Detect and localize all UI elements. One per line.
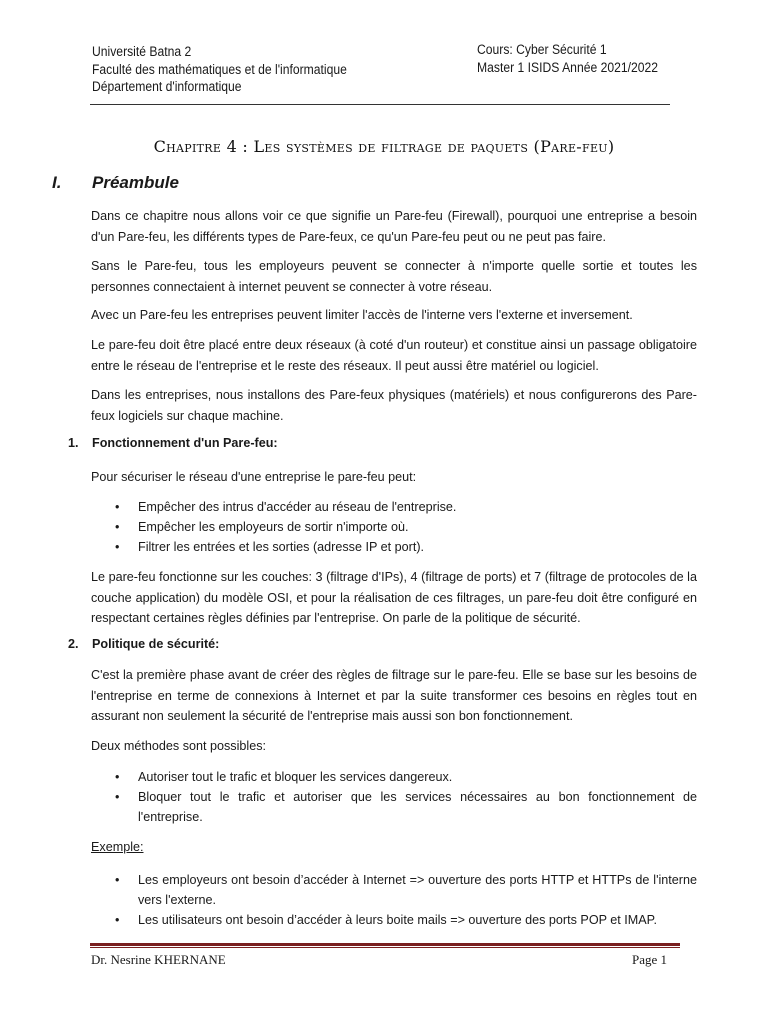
list-item: • Les utilisateurs ont besoin d’accéder à leurs boite mails => ouverture des ports POP et IMAP. (91, 910, 697, 930)
faculty-name: Faculté des mathématiques et de l'informatique (92, 61, 347, 77)
course-name: Cours: Cyber Sécurité 1 (477, 42, 607, 57)
intro-paragraph: Le pare-feu doit être placé entre deux réseaux (à coté d'un routeur) et constitue ainsi un passage obligatoire entre le réseau de l'entreprise et le reste des réseaux. Il peut aussi être matériel ou logiciel. (91, 338, 697, 373)
subsection-paragraph: C'est la première phase avant de créer des règles de filtrage sur le pare-feu. Elle se base sur les besoins de l'entreprise en terme de connexions à Internet et par la suite transformer ces besoins en règles tout en assurant non seulement la sécurité de l'entreprise mais aussi son bon fonctionnement. (91, 668, 697, 723)
footer-author: Dr. Nesrine KHERNANE (91, 952, 226, 967)
example-list (91, 870, 697, 930)
intro-paragraph: Sans le Pare-feu, tous les employeurs peuvent se connecter à n'importe quelle sortie et toutes les personnes connectaient à internet peuvent se connecter à votre réseau. (91, 259, 697, 294)
intro-paragraph: Dans les entreprises, nous installons des Pare-feux physiques (matériels) et nous configurerons des Pare-feux logiciels sur chaque machine. (91, 388, 697, 423)
list-item: • Les employeurs ont besoin d’accéder à Internet => ouverture des ports HTTP et HTTPs de l'interne vers l'externe. (91, 870, 697, 910)
subsection-paragraph: Le pare-feu fonctionne sur les couches: 3 (filtrage d'IPs), 4 (filtrage de ports) et 7 (filtrage de protocoles de la couche application) du modèle OSI, et pour la réalisation de ces filtrages, un pare-feu doit être configuré en respectant certaines règles définies par l'entreprise. On parle de la politique de sécurité. (91, 570, 697, 625)
section-number: I. (52, 173, 62, 192)
subsection-number: 2. (68, 637, 79, 651)
bullet-icon: • (115, 770, 120, 784)
intro-paragraph: Dans ce chapitre nous allons voir ce que signifie un Pare-feu (Firewall), pourquoi une entreprise a besoin d'un Pare-feu, les différents types de Pare-feux, ce qu'un Pare-feu peut ou ne peut pas faire. (91, 209, 697, 244)
intro-paragraph: Avec un Pare-feu les entreprises peuvent limiter l'accès de l'interne vers l'externe et inversement. (91, 308, 633, 322)
list-item: • Bloquer tout le trafic et autoriser que les services nécessaires au bon fonctionnement de l'entreprise. (91, 787, 697, 827)
subsection-title: Politique de sécurité: (92, 637, 220, 651)
bullet-icon: • (115, 500, 120, 514)
university-name: Université Batna 2 (92, 44, 192, 59)
chapter-title: Chapitre 4 : Les systèmes de filtrage de paquets (Pare-feu) (153, 137, 615, 156)
bullet-icon: • (115, 540, 120, 554)
header-rule (90, 104, 670, 105)
bullet-list (91, 767, 697, 827)
section-title: Préambule (92, 173, 179, 192)
list-item: • Empêcher les employeurs de sortir n'importe où. (91, 517, 697, 537)
subsection-lead: Deux méthodes sont possibles: (91, 739, 267, 753)
subsection-number: 1. (68, 436, 79, 450)
list-item: • Filtrer les entrées et les sorties (adresse IP et port). (91, 537, 697, 557)
example-label: Exemple: (91, 840, 144, 854)
subsection-title: Fonctionnement d'un Pare-feu: (92, 436, 278, 450)
footer-rule-thin (90, 947, 680, 948)
bullet-icon: • (115, 790, 120, 804)
bullet-icon: • (115, 873, 120, 887)
header-course (477, 41, 658, 77)
list-item: • Autoriser tout le trafic et bloquer les services dangereux. (91, 767, 697, 787)
bullet-list (91, 497, 697, 557)
subsection-lead: Pour sécuriser le réseau d'une entreprise le pare-feu peut: (91, 470, 417, 484)
header-institution (92, 43, 347, 96)
bullet-icon: • (115, 913, 120, 927)
bullet-icon: • (115, 520, 120, 534)
list-item: • Empêcher des intrus d'accéder au réseau de l'entreprise. (91, 497, 697, 517)
department-name: Département d'informatique (92, 79, 242, 94)
page-number: Page 1 (632, 952, 668, 967)
footer-rule (90, 943, 680, 946)
course-year: Master 1 ISIDS Année 2021/2022 (477, 60, 659, 75)
